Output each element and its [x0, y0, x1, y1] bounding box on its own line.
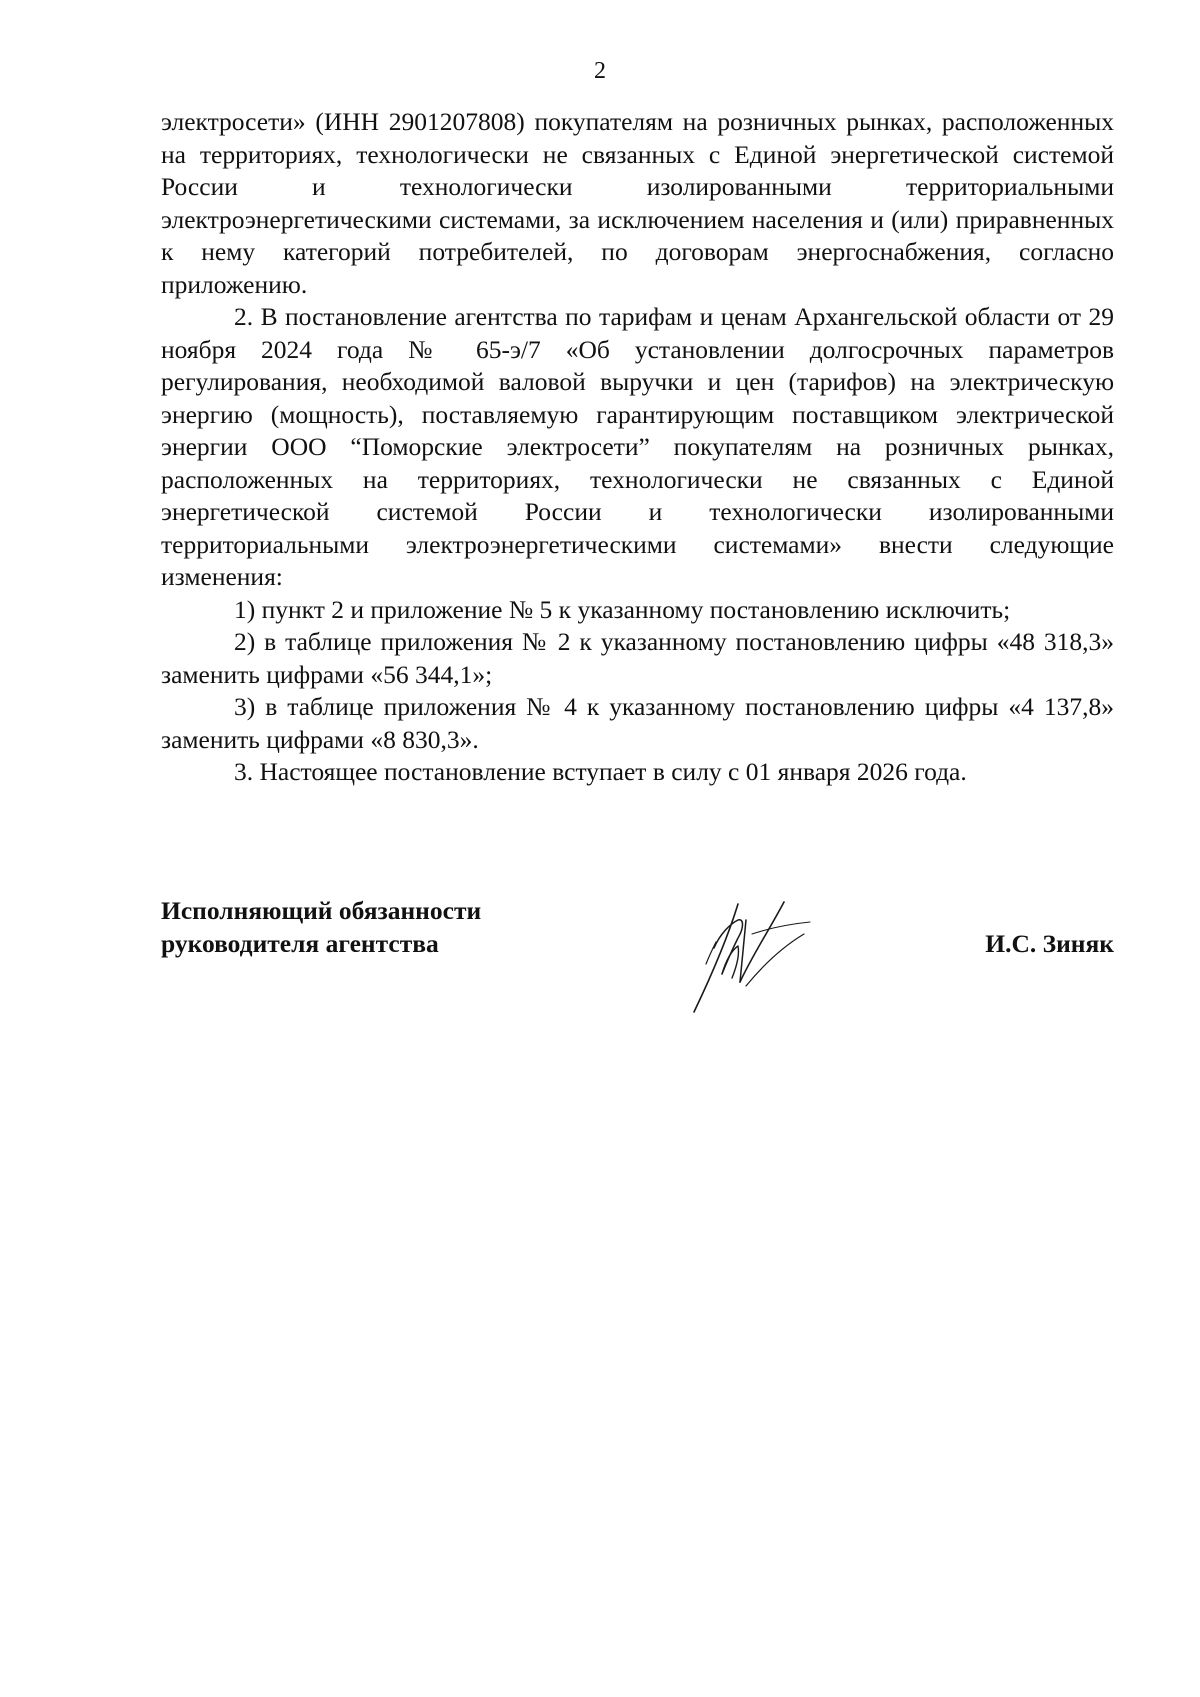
subitem-3-paragraph: 3) в таблице приложения № 4 к указанному постановлению цифры «4 137,8» заменить цифрами «8 830,3».: [161, 692, 1114, 754]
continuation-paragraph: электросети» (ИНН 2901207808) покупателям на розничных рынках, расположенных на территориях, технологически не связанных с Единой энергетической системой России и технологически изолированными территориальными электроэнергетическими системами, за исключением населения и (или) приравненных к нему категорий потребителей, по договорам энергоснабжения, согласно приложению.: [161, 107, 1114, 299]
signer-position-line-1: Исполняющий обязанности: [161, 896, 482, 925]
signer-position: [161, 894, 481, 960]
document-body: [161, 106, 1114, 789]
item-2-paragraph: 2. В постановление агентства по тарифам и ценам Архангельской области от 29 ноября 2024 года № 65-э/7 «Об установлении долгосрочных параметров регулирования, необходимой валовой выручки и цен (тарифов) на электрическую энергию (мощность), поставляемую гарантирующим поставщиком электрической энергии ООО “Поморские электросети” покупателям на розничных рынках, расположенных на территориях, технологически не связанных с Единой энергетической системой России и технологически изолированными территориальными электроэнергетическими системами» внести следующие изменения:: [161, 302, 1114, 591]
subitem-1-paragraph: 1) пункт 2 и приложение № 5 к указанному постановлению исключить;: [234, 594, 1011, 624]
signer-position-line-2: руководителя агентства: [161, 929, 439, 958]
signer-name: И.С. Зиняк: [985, 929, 1114, 958]
item-3-paragraph: 3. Настоящее постановление вступает в силу с 01 января 2026 года.: [234, 757, 967, 786]
signature-block: [161, 894, 1114, 1034]
page-number: 2: [594, 58, 606, 84]
handwritten-signature: [686, 894, 846, 1014]
subitem-2-paragraph: 2) в таблице приложения № 2 к указанному постановлению цифры «48 318,3» заменить цифрами «56 344,1»;: [161, 627, 1114, 689]
